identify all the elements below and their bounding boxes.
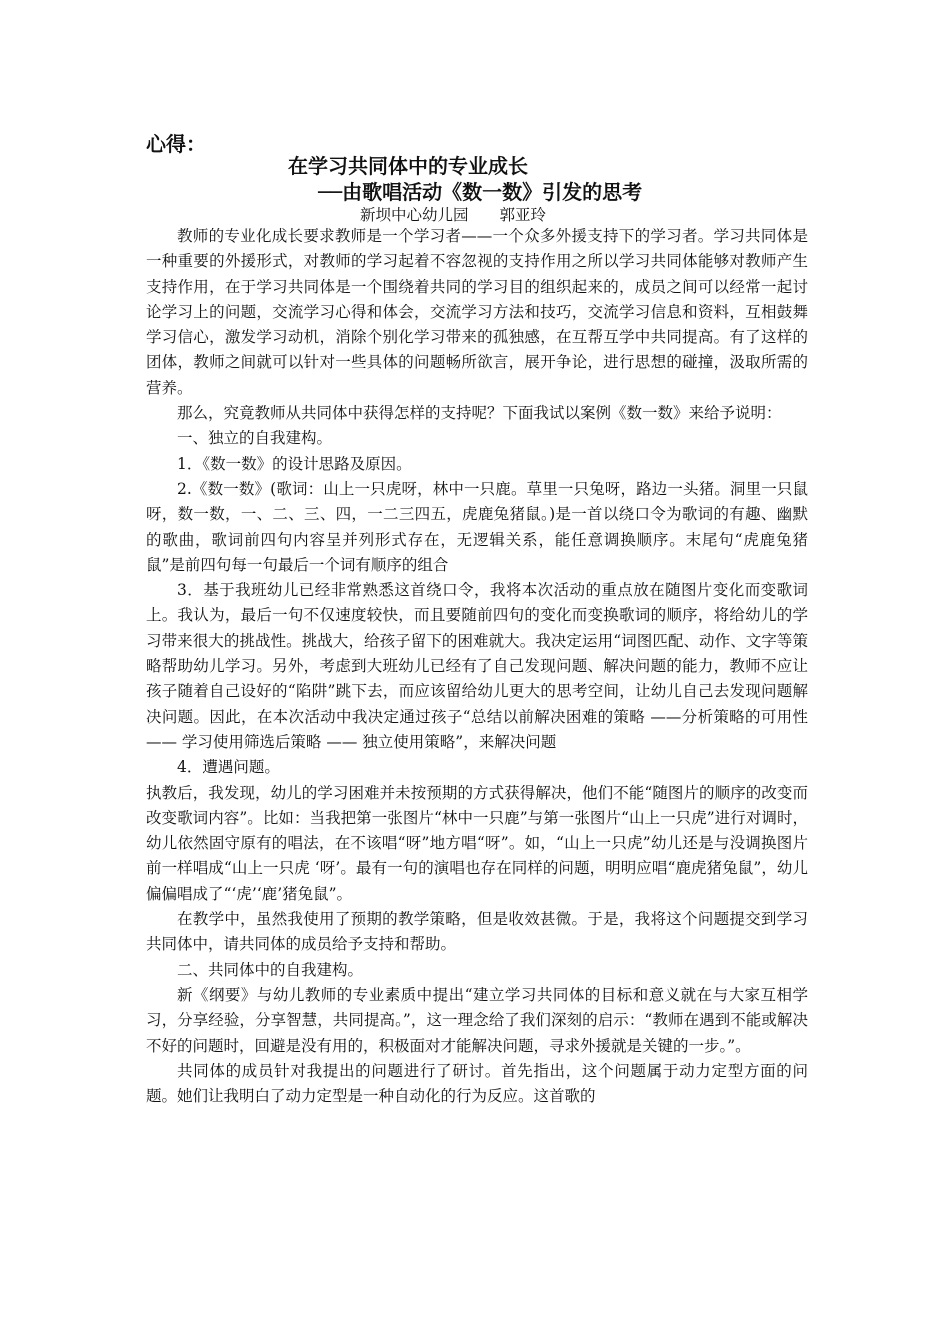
paragraph-guideline: 新《纲要》与幼儿教师的专业素质中提出“建立学习共同体的目标和意义就在与大家互相学习，分享经验，分享智慧，共同提高。”，这一理念给了我们深刻的启示：“教师在遇到不能或解决不好的问题时，回避是没有用的，积极面对才能解决问题，寻求外援就是关键的一步。”。 [146, 985, 808, 1055]
document-subtitle: ──由歌唱活动《数一数》引发的思考 [318, 180, 643, 204]
list-item-2: 2.《数一数》(歌词：山上一只虎呀，林中一只鹿。草里一只兔呀，路边一头猪。洞里一只鼠呀，数一数，一、二、三、四，一二三四五，虎鹿兔猪鼠。)是一首以绕口令为歌词的有趣、幽默的歌曲，歌词前四句内容呈并列形式存在，无逻辑关系，能任意调换顺序。末尾句“虎鹿兔猪鼠”是前四句每一句最后一个词有顺序的组合 [146, 479, 808, 574]
document-heading: 心得： [146, 132, 206, 156]
paragraph-submit: 在教学中，虽然我使用了预期的教学策略，但是收效甚微。于是，我将这个问题提交到学习共同体中，请共同体的成员给予支持和帮助。 [146, 910, 808, 954]
document-title: 在学习共同体中的专业成长 [288, 154, 528, 178]
paragraph-question: 那么，究竟教师从共同体中获得怎样的支持呢？下面我试以案例《数一数》来给予说明： [177, 404, 782, 423]
paragraph-discussion: 共同体的成员针对我提出的问题进行了研讨。首先指出，这个问题属于动力定型方面的问题。她们让我明白了动力定型是一种自动化的行为反应。这首歌的 [146, 1061, 808, 1106]
paragraph-intro: 教师的专业化成长要求教师是一个学习者——一个众多外援支持下的学习者。学习共同体是一种重要的外援形式，对教师的学习起着不容忽视的支持作用之所以学习共同体能够对教师产生支持作用，在于学习共同体是一个围绕着共同的学习目的组织起来的，成员之间可以经常一起讨论学习上的问题，交流学习心得和体会，交流学习方法和技巧，交流学习信息和资料，互相鼓舞学习信心，激发学习动机，消除个别化学习带来的孤独感，在互帮互学中共同提高。有了这样的团体，教师之间就可以针对一些具体的问题畅所欲言，展开争论，进行思想的碰撞，汲取所需的营养。 [146, 227, 808, 397]
list-item-4: 4．遭遇问题。 [177, 758, 280, 777]
list-item-1: 1．《数一数》的设计思路及原因。 [177, 454, 412, 473]
section-heading-2: 二、共同体中的自我建构。 [177, 960, 364, 979]
author-byline: 新坝中心幼儿园 郭亚玲 [360, 206, 547, 224]
document-body [146, 224, 808, 1109]
section-heading-1: 一、独立的自我建构。 [177, 429, 333, 448]
list-item-3: 3．基于我班幼儿已经非常熟悉这首绕口令，我将本次活动的重点放在随图片变化而变歌词上。我认为，最后一句不仅速度较快，而且要随前四句的变化而变换歌词的顺序，将给幼儿的学习带来很大的挑战性。挑战大，给孩子留下的困难就大。我决定运用“词图匹配、动作、文字等策略帮助幼儿学习。另外，考虑到大班幼儿已经有了自己发现问题、解决问题的能力，教师不应让孩子随着自己设好的“陷阱”跳下去，而应该留给幼儿更大的思考空间，让幼儿自己去发现问题解决问题。因此，在本次活动中我决定通过孩子“总结以前解决困难的策略 ——分析策略的可用性 —— 学习使用筛选后策略 —— 独立使用策略”，来解决问题 [146, 581, 808, 751]
paragraph-problem: 执教后，我发现，幼儿的学习困难并未按预期的方式获得解决，他们不能“随图片的顺序的改变而改变歌词内容”。比如：当我把第一张图片“林中一只鹿”与第一张图片“山上一只虎”进行对调时，幼儿依然固守原有的唱法，在不该唱“呀”地方唱“呀”。如，“山上一只虎”幼儿还是与没调换图片前一样唱成“山上一只虎 ‘呀’。最有一句的演唱也存在同样的问题，明明应唱“鹿虎猪兔鼠”，幼儿偏偏唱成了“‘虎’‘鹿’猪兔鼠”。 [146, 783, 808, 903]
